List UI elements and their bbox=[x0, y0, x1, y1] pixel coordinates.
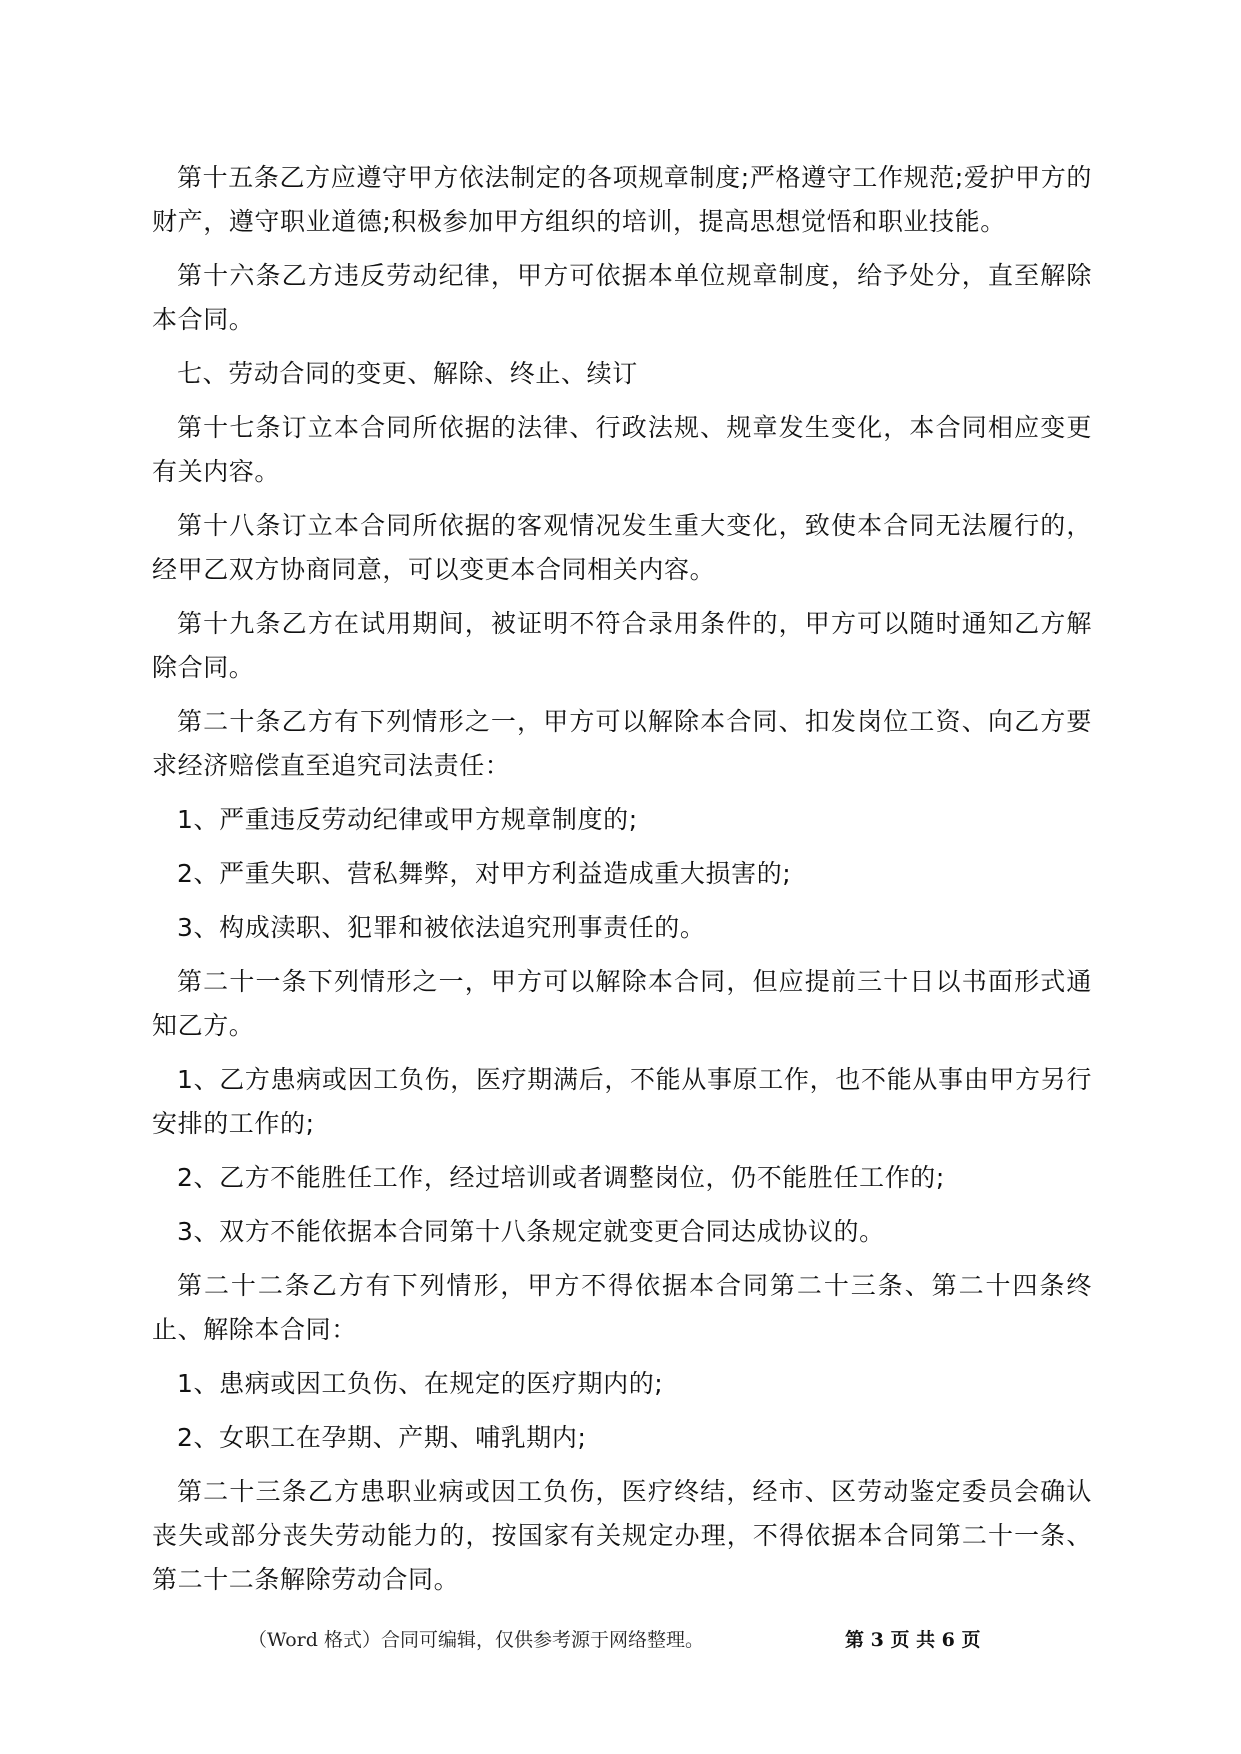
paragraph-article-18: 第十八条订立本合同所依据的客观情况发生重大变化，致使本合同无法履行的，经甲乙双方协商同意，可以变更本合同相关内容。 bbox=[152, 511, 1092, 584]
section-heading: 七、劳动合同的变更、解除、终止、续订 bbox=[177, 359, 638, 388]
list-item: 1、患病或因工负伤、在规定的医疗期内的; bbox=[177, 1369, 664, 1398]
page-footer bbox=[0, 1625, 1241, 1665]
paragraph-article-21: 第二十一条下列情形之一，甲方可以解除本合同，但应提前三十日以书面形式通知乙方。 bbox=[152, 967, 1092, 1040]
paragraph-article-20: 第二十条乙方有下列情形之一，甲方可以解除本合同、扣发岗位工资、向乙方要求经济赔偿直至追究司法责任： bbox=[152, 707, 1092, 780]
document-body bbox=[152, 156, 1092, 1602]
list-item: 2、严重失职、营私舞弊，对甲方利益造成重大损害的; bbox=[177, 859, 792, 888]
paragraph-article-23: 第二十三条乙方患职业病或因工负伤，医疗终结，经市、区劳动鉴定委员会确认丧失或部分丧失劳动能力的，按国家有关规定办理，不得依据本合同第二十一条、第二十二条解除劳动合同。 bbox=[152, 1477, 1092, 1594]
list-item: 3、构成渎职、犯罪和被依法追究刑事责任的。 bbox=[177, 913, 706, 942]
list-item: 2、乙方不能胜任工作，经过培训或者调整岗位，仍不能胜任工作的; bbox=[177, 1163, 945, 1192]
list-item: 1、乙方患病或因工负伤，医疗期满后，不能从事原工作，也不能从事由甲方另行安排的工作的; bbox=[152, 1065, 1092, 1138]
paragraph-article-16: 第十六条乙方违反劳动纪律，甲方可依据本单位规章制度，给予处分，直至解除本合同。 bbox=[152, 261, 1092, 334]
paragraph-article-22: 第二十二条乙方有下列情形，甲方不得依据本合同第二十三条、第二十四条终止、解除本合同： bbox=[152, 1271, 1092, 1344]
list-item: 3、双方不能依据本合同第十八条规定就变更合同达成协议的。 bbox=[177, 1217, 885, 1246]
footer-note: （Word 格式）合同可编辑，仅供参考源于网络整理。 bbox=[248, 1629, 704, 1651]
list-item: 1、严重违反劳动纪律或甲方规章制度的; bbox=[177, 805, 638, 834]
paragraph-article-15: 第十五条乙方应遵守甲方依法制定的各项规章制度;严格遵守工作规范;爱护甲方的财产，遵守职业道德;积极参加甲方组织的培训，提高思想觉悟和职业技能。 bbox=[152, 163, 1092, 236]
page-number: 第 3 页 共 6 页 bbox=[845, 1629, 981, 1651]
paragraph-article-17: 第十七条订立本合同所依据的法律、行政法规、规章发生变化，本合同相应变更有关内容。 bbox=[152, 413, 1092, 486]
paragraph-article-19: 第十九条乙方在试用期间，被证明不符合录用条件的，甲方可以随时通知乙方解除合同。 bbox=[152, 609, 1092, 682]
list-item: 2、女职工在孕期、产期、哺乳期内; bbox=[177, 1423, 587, 1452]
